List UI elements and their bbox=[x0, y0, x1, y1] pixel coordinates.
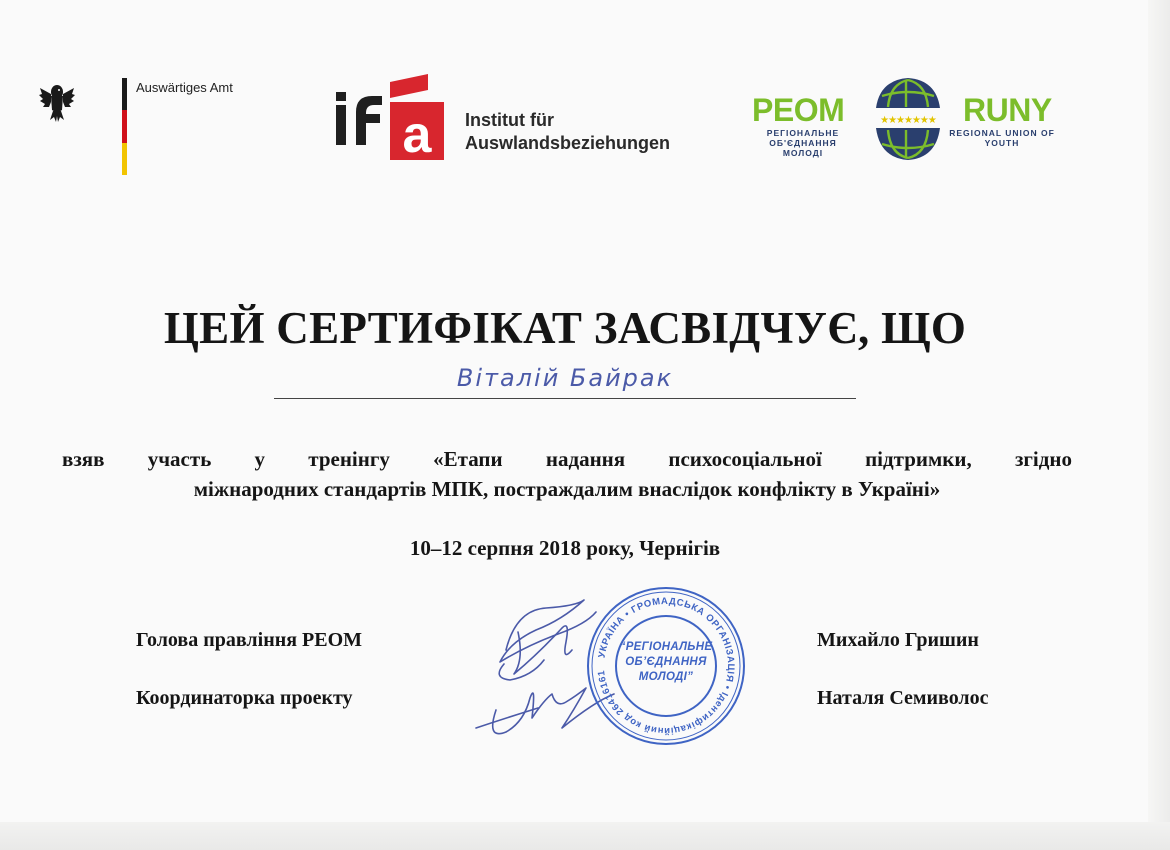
auswaertiges-amt-logo bbox=[38, 78, 238, 178]
ifa-logo-mark bbox=[334, 74, 449, 164]
reom-wordmark: РЕОМ bbox=[752, 92, 845, 128]
federal-eagle-icon bbox=[38, 80, 76, 124]
auswaertiges-amt-name: Auswärtiges Amt bbox=[136, 80, 233, 95]
runy-subtitle: REGIONAL UNION OF YOUTH bbox=[949, 128, 1055, 148]
recipient-underline bbox=[274, 398, 856, 399]
training-description bbox=[62, 444, 1072, 504]
globe-stars-icon bbox=[866, 74, 950, 164]
stamp-ring-text: УКРАЇНА • ГРОМАДСЬКА ОРГАНІЗАЦІЯ • bbox=[596, 595, 737, 692]
runy-wordmark: RUNY bbox=[963, 92, 1052, 128]
reom-runy-logo bbox=[752, 72, 1072, 167]
ifa-name-line1: Institut für bbox=[465, 110, 554, 130]
svg-text:★★★★★★★: ★★★★★★★ bbox=[880, 115, 936, 126]
certificate-heading: ЦЕЙ СЕРТИФІКАТ ЗАСВІДЧУЄ, ЩО bbox=[163, 303, 967, 353]
signatory-name-2: Наталя Семиволос bbox=[817, 687, 989, 709]
ifa-logo bbox=[334, 74, 704, 164]
stamp-ring-code: Ідентифікаційний код 26416161 bbox=[596, 669, 730, 737]
training-date-place: 10–12 серпня 2018 року, Чернігів bbox=[409, 536, 721, 560]
signatory-role-2: Координаторка проекту bbox=[136, 687, 353, 709]
description-line-1: взяв участь у тренінгу «Етапи надання психосоціальної підтримки, згідно bbox=[62, 447, 1072, 471]
recipient-name: Віталій Байрак bbox=[456, 364, 674, 392]
german-flag-stripe bbox=[122, 78, 127, 176]
signatory-role-1: Голова правління РЕОМ bbox=[136, 629, 363, 651]
signatory-name-1: Михайло Гришин bbox=[817, 629, 979, 651]
stamp-center-text: “РЕГІОНАЛЬНЕ ОБ’ЄДНАННЯ МОЛОДІ” bbox=[619, 641, 713, 683]
reom-subtitle: РЕГІОНАЛЬНЕ ОБ'ЄДНАННЯ МОЛОДІ bbox=[766, 128, 840, 158]
svg-text:a: a bbox=[402, 106, 432, 164]
description-line-2: міжнародних стандартів МПК, постраждалим внаслідок конфлікту в Україні» bbox=[193, 477, 941, 501]
ifa-name-line2: Auswlandsbeziehungen bbox=[465, 133, 671, 153]
